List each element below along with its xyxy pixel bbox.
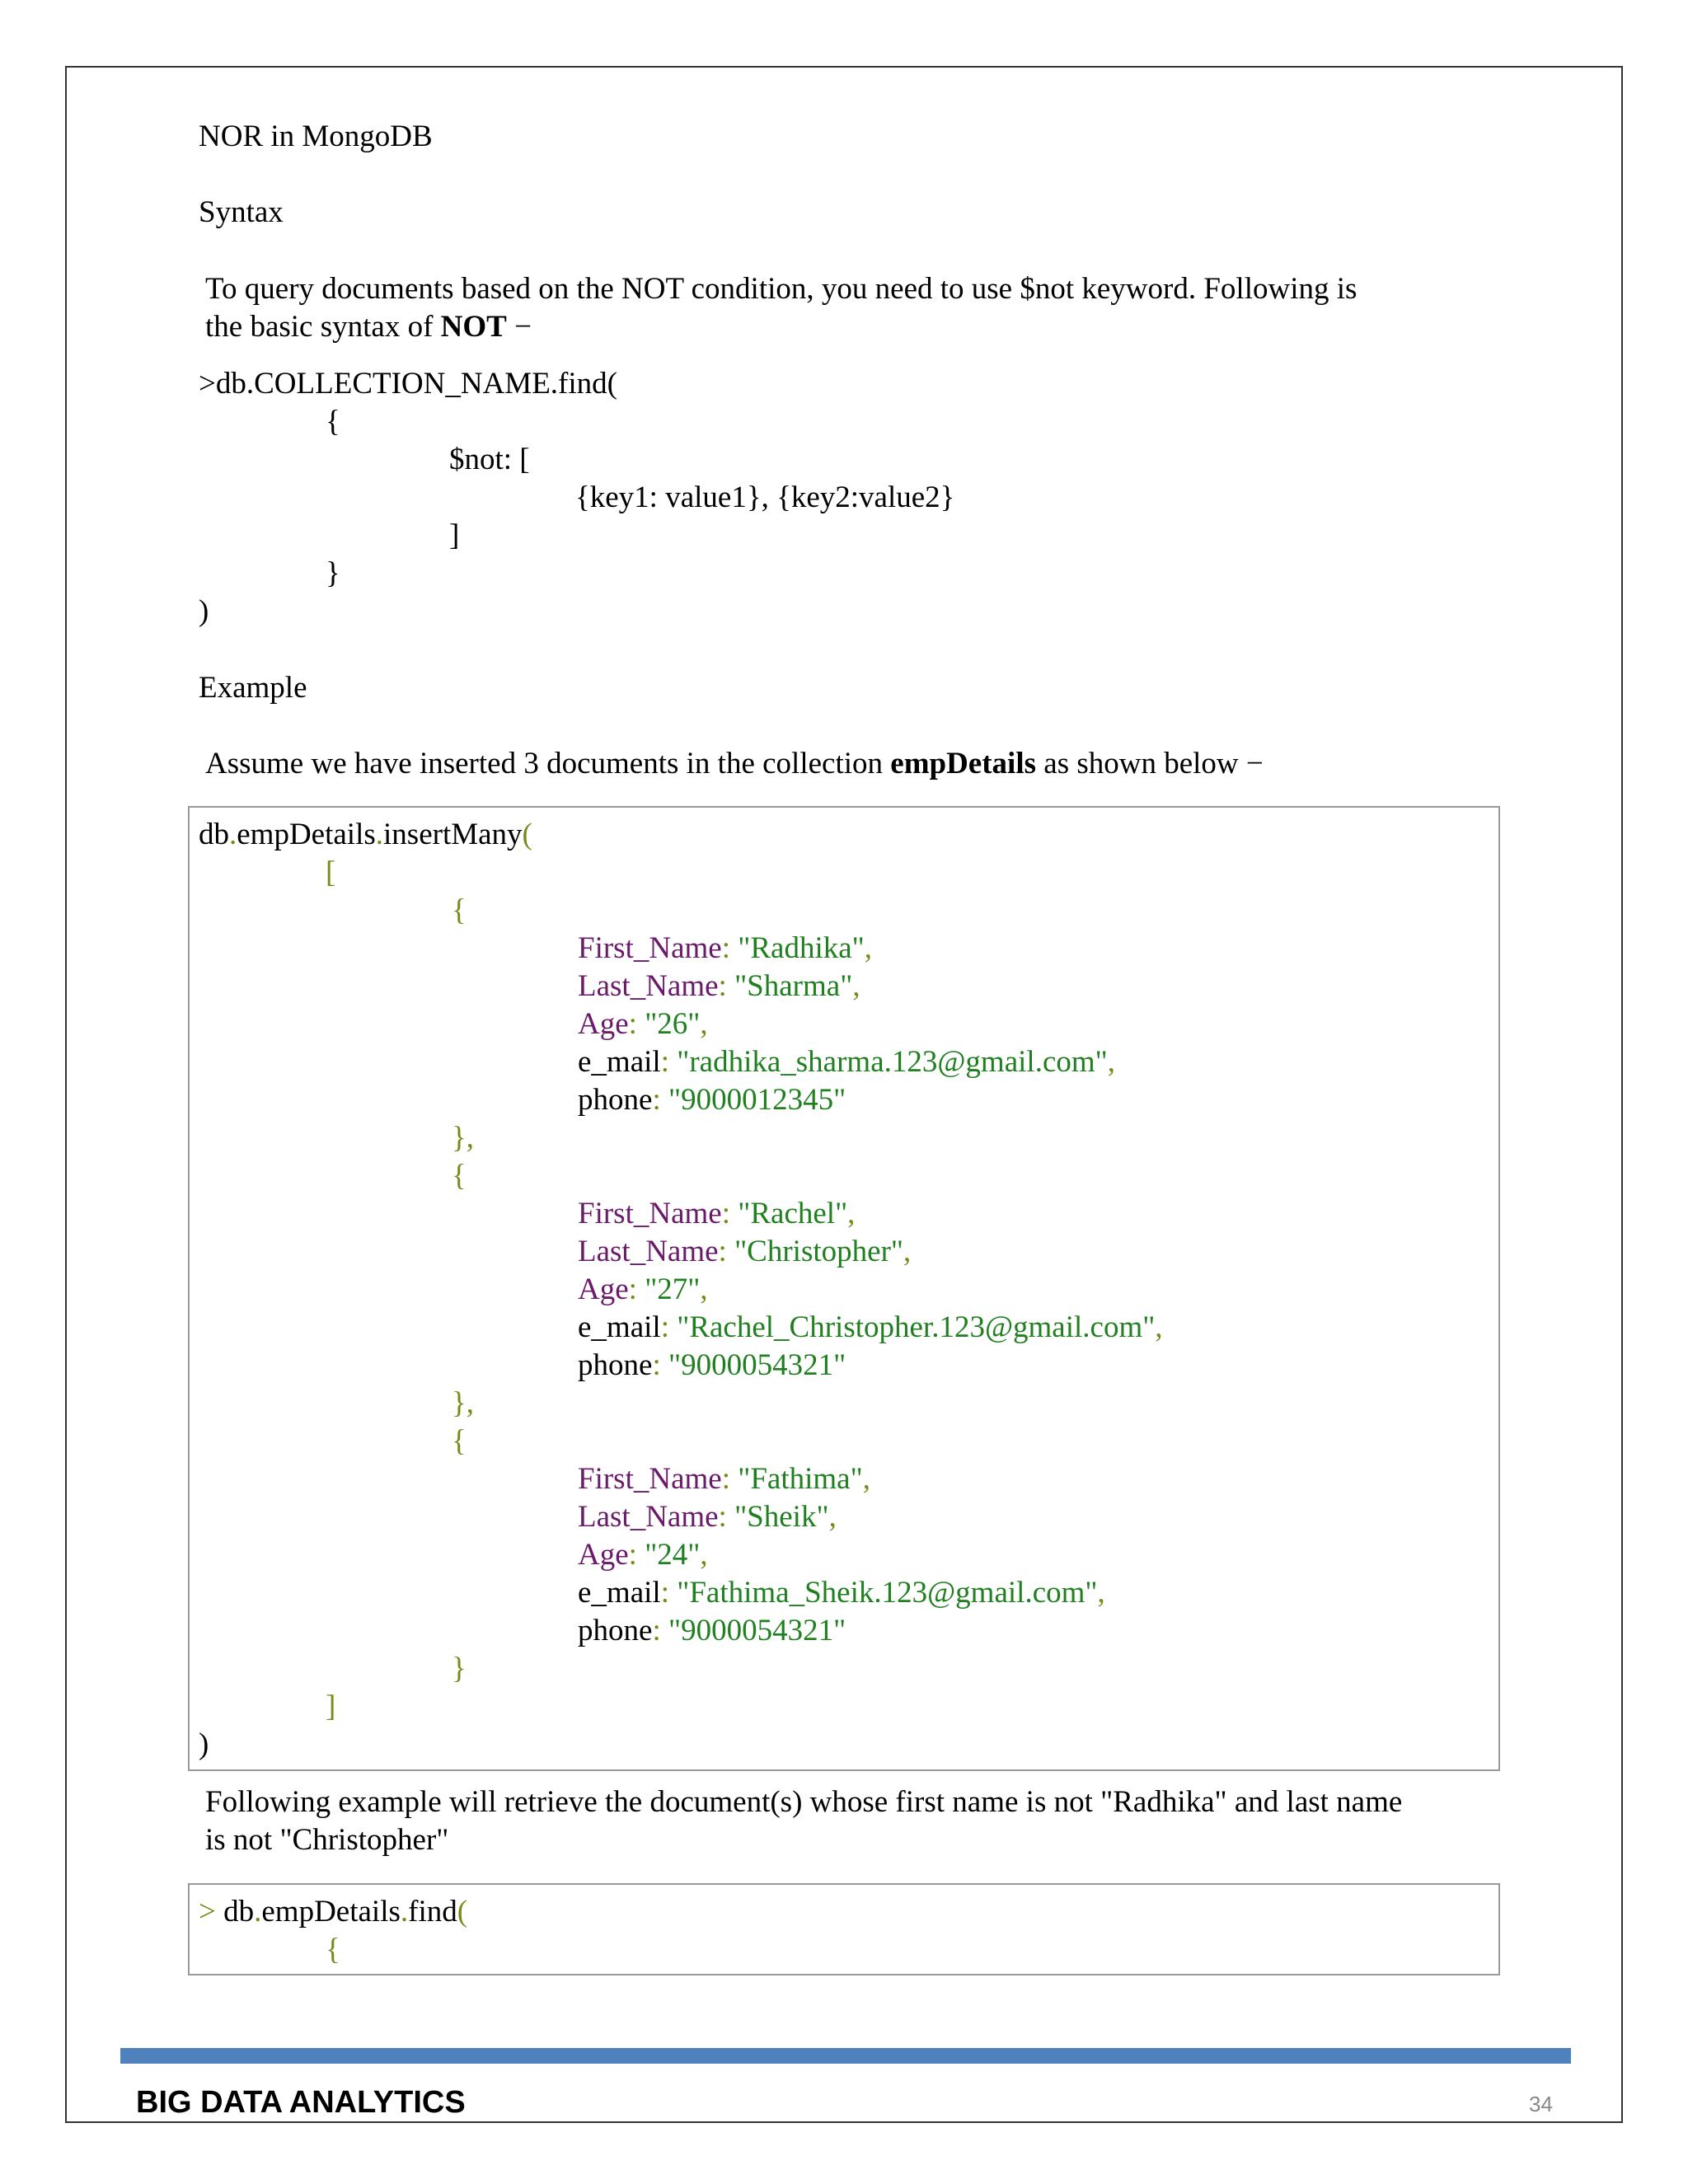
code-collection: empDetails [237, 818, 376, 851]
colon: : [718, 1500, 735, 1534]
doc1-close-brace: }, [452, 1121, 475, 1155]
doc2-open-brace: { [452, 1159, 467, 1193]
intro-text: the basic syntax of [205, 310, 441, 344]
comma: , [1107, 1045, 1116, 1079]
doc3-close-brace: } [452, 1652, 467, 1685]
comma: , [700, 1007, 708, 1041]
assume-text [205, 745, 1264, 783]
comma: , [828, 1500, 837, 1534]
code-function: find [408, 1895, 457, 1929]
field-value: "radhika_sharma.123@gmail.com" [677, 1045, 1108, 1079]
comma: , [852, 969, 860, 1003]
colon: : [660, 1576, 678, 1610]
code-open-paren: ( [522, 818, 532, 851]
syntax-line-keys: {key1: value1}, {key2:value2} [575, 480, 955, 514]
code-open-paren: ( [457, 1895, 468, 1929]
colon: : [660, 1045, 678, 1079]
page-heading: NOR in MongoDB [199, 120, 433, 153]
doc3-open-brace: { [452, 1424, 467, 1458]
insert-call [199, 816, 532, 854]
colon: : [628, 1538, 645, 1572]
field-key: phone [578, 1614, 653, 1647]
doc1-last-name [578, 968, 860, 1005]
doc3-first-name [578, 1460, 870, 1498]
doc1-first-name [578, 930, 872, 968]
doc3-last-name [578, 1498, 837, 1536]
field-value: "24" [645, 1538, 701, 1572]
field-key: phone [578, 1348, 653, 1382]
doc2-age [578, 1271, 708, 1309]
colon: : [628, 1007, 645, 1041]
syntax-line-close-brace: } [326, 556, 340, 590]
doc1-open-brace: { [452, 893, 467, 927]
field-value: "9000012345" [668, 1083, 846, 1117]
colon: : [721, 1197, 738, 1230]
footer-title: BIG DATA ANALYTICS [136, 2085, 466, 2120]
code-prompt: > [199, 1895, 216, 1929]
field-value: "27" [645, 1272, 701, 1306]
field-key: First_Name [578, 931, 722, 965]
field-value: "9000054321" [668, 1614, 846, 1647]
following-line-2: is not "Christopher" [205, 1823, 449, 1857]
colon: : [652, 1083, 668, 1117]
intro-line-1: To query documents based on the NOT condition, you need to use $not keyword. Following is [205, 272, 1357, 306]
doc1-phone [578, 1081, 846, 1119]
field-key: Age [578, 1272, 629, 1306]
comma: , [862, 1462, 870, 1496]
following-line-1: Following example will retrieve the document(s) whose first name is not "Radhika" and last name [205, 1785, 1403, 1819]
comma: , [700, 1538, 708, 1572]
syntax-line-find: >db.COLLECTION_NAME.find( [199, 367, 617, 401]
comma: , [847, 1197, 856, 1230]
field-value: "Sharma" [734, 969, 853, 1003]
field-value: "Christopher" [734, 1235, 903, 1268]
comma: , [864, 931, 872, 965]
syntax-label: Syntax [199, 195, 284, 229]
doc1-email [578, 1043, 1115, 1081]
colon: : [721, 1462, 738, 1496]
doc3-age [578, 1536, 708, 1574]
intro-line-2 [205, 308, 532, 346]
doc2-close-brace: }, [452, 1386, 475, 1420]
field-key: First_Name [578, 1197, 722, 1230]
find-open-brace: { [326, 1933, 340, 1966]
comma: , [903, 1235, 912, 1268]
field-value: "9000054321" [668, 1348, 846, 1382]
find-call [199, 1893, 467, 1931]
syntax-line-close-paren: ) [199, 594, 209, 628]
doc2-first-name [578, 1195, 855, 1233]
colon: : [718, 969, 735, 1003]
footer-bar [120, 2048, 1571, 2064]
comma: , [1097, 1576, 1105, 1610]
code-dot: . [254, 1895, 262, 1929]
comma: , [700, 1272, 708, 1306]
field-key: Age [578, 1538, 629, 1572]
page-number: 34 [1529, 2092, 1553, 2116]
code-dot: . [375, 818, 384, 851]
code-dot: . [229, 818, 237, 851]
field-value: "Fathima_Sheik.123@gmail.com" [677, 1576, 1098, 1610]
field-key: Last_Name [578, 969, 719, 1003]
assume-prefix: Assume we have inserted 3 documents in the collection [205, 747, 891, 780]
collection-name: empDetails [890, 747, 1037, 780]
field-key: Last_Name [578, 1235, 719, 1268]
colon: : [660, 1310, 678, 1344]
code-dot: . [400, 1895, 409, 1929]
colon: : [628, 1272, 645, 1306]
assume-suffix: as shown below − [1036, 747, 1264, 780]
code-function: insertMany [383, 818, 523, 851]
field-key: e_mail [578, 1045, 661, 1079]
field-key: Last_Name [578, 1500, 719, 1534]
example-label: Example [199, 671, 307, 705]
doc2-last-name [578, 1233, 911, 1271]
code-open-bracket: [ [326, 855, 336, 889]
syntax-line-not: $not: [ [449, 443, 530, 476]
code-close-paren: ) [199, 1727, 209, 1761]
field-value: "Rachel_Christopher.123@gmail.com" [677, 1310, 1156, 1344]
code-db: db [199, 818, 229, 851]
intro-suffix: − [506, 310, 532, 344]
field-key: Age [578, 1007, 629, 1041]
not-keyword: NOT [440, 310, 507, 344]
field-key: e_mail [578, 1576, 661, 1610]
field-value: "26" [645, 1007, 701, 1041]
doc3-phone [578, 1612, 846, 1650]
code-collection: empDetails [261, 1895, 401, 1929]
field-value: "Rachel" [738, 1197, 848, 1230]
field-value: "Fathima" [738, 1462, 863, 1496]
doc2-phone [578, 1347, 846, 1385]
syntax-line-open-brace: { [326, 405, 340, 438]
doc3-email [578, 1574, 1105, 1612]
field-value: "Sheik" [734, 1500, 829, 1534]
syntax-line-close-bracket: ] [449, 518, 460, 552]
comma: , [1155, 1310, 1163, 1344]
code-db: db [215, 1895, 255, 1929]
doc2-email [578, 1309, 1163, 1347]
doc1-age [578, 1005, 708, 1043]
colon: : [652, 1348, 668, 1382]
colon: : [718, 1235, 735, 1268]
field-value: "Radhika" [738, 931, 865, 965]
colon: : [721, 931, 738, 965]
colon: : [652, 1614, 668, 1647]
field-key: phone [578, 1083, 653, 1117]
field-key: First_Name [578, 1462, 722, 1496]
field-key: e_mail [578, 1310, 661, 1344]
code-close-bracket: ] [326, 1690, 336, 1723]
